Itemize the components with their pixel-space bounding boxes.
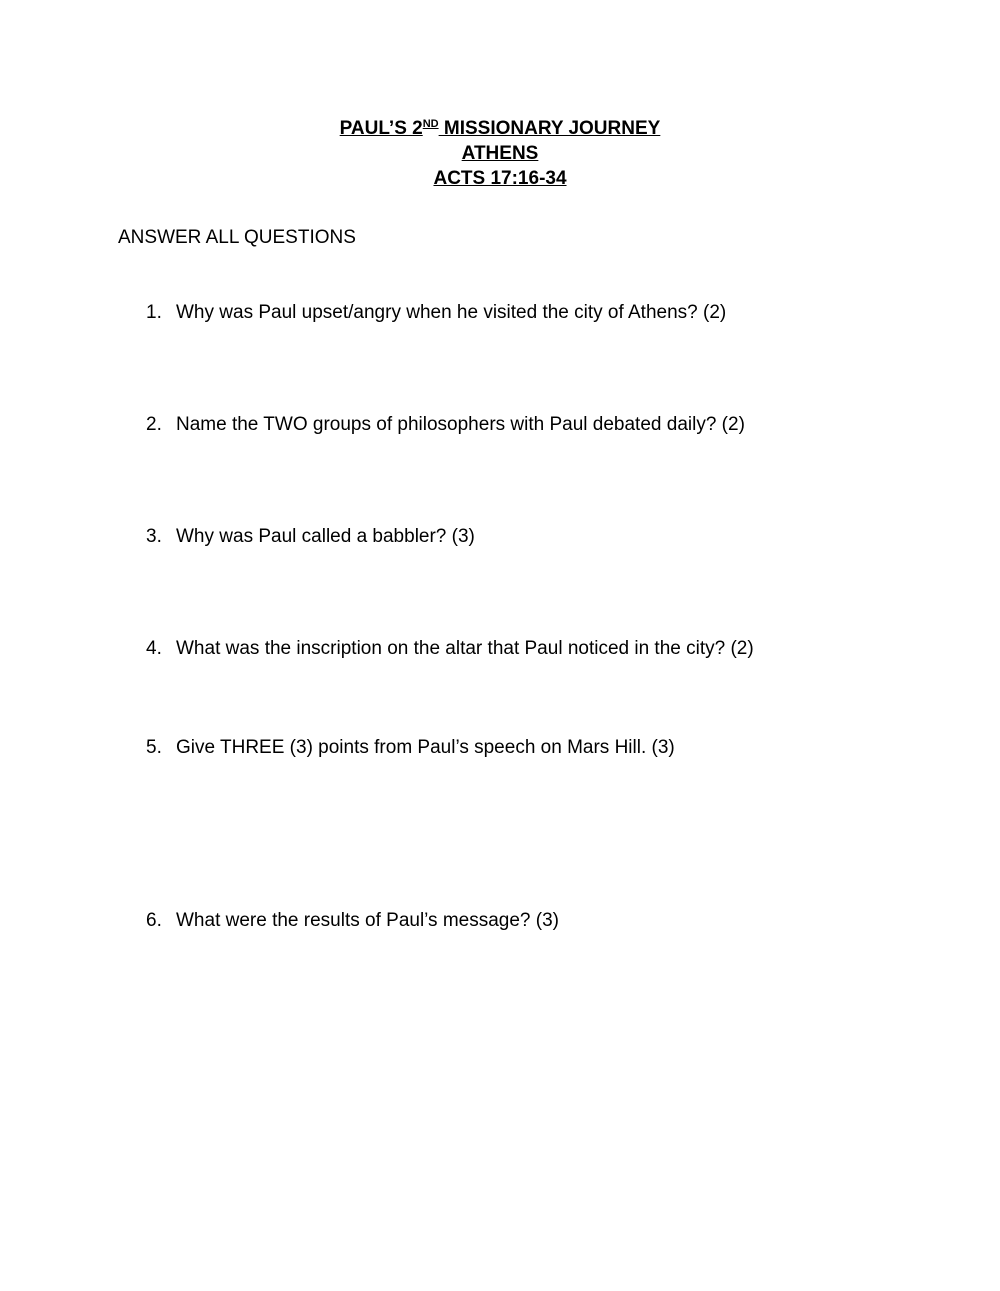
scripture-heading [0, 166, 1000, 191]
location-heading [0, 141, 1000, 166]
worksheet-title [0, 116, 1000, 141]
instruction-text: ANSWER ALL QUESTIONS [118, 227, 356, 248]
question-item [146, 301, 726, 325]
scripture-text: ACTS 17:16-34 [433, 168, 567, 189]
question-text: What was the inscription on the altar that Paul noticed in the city? (2) [176, 638, 754, 659]
question-text: Why was Paul called a babbler? (3) [176, 526, 475, 547]
question-text: What were the results of Paul’s message? (3) [176, 910, 559, 931]
title-suffix: MISSIONARY JOURNEY [438, 118, 661, 139]
question-number: 3. [146, 526, 162, 547]
question-item [146, 413, 745, 437]
question-number: 4. [146, 638, 162, 659]
question-number: 5. [146, 737, 162, 758]
location-text: ATHENS [461, 143, 539, 164]
question-text: Name the TWO groups of philosophers with Paul debated daily? (2) [176, 414, 745, 435]
title-prefix: PAUL’S 2 [339, 118, 423, 139]
question-number: 1. [146, 302, 162, 323]
question-text: Why was Paul upset/angry when he visited the city of Athens? (2) [176, 302, 727, 323]
question-number: 6. [146, 910, 162, 931]
question-item [146, 637, 754, 661]
worksheet-header [0, 116, 1000, 191]
question-item [146, 909, 559, 933]
question-item [146, 736, 675, 760]
question-number: 2. [146, 414, 162, 435]
question-text: Give THREE (3) points from Paul’s speech on Mars Hill. (3) [176, 737, 675, 758]
title-superscript: ND [422, 118, 439, 130]
question-item [146, 525, 475, 549]
